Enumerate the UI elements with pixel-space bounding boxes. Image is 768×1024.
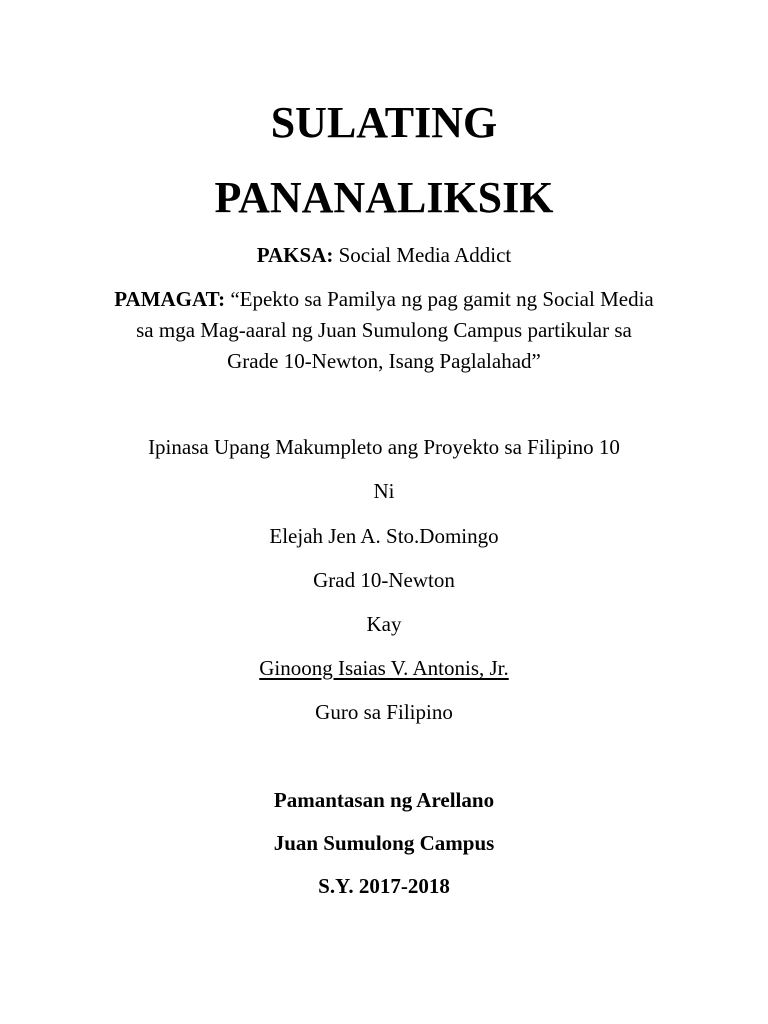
to-label: Kay — [366, 612, 402, 636]
teacher-name: Ginoong Isaias V. Antonis, Jr. — [259, 656, 509, 680]
student-name: Elejah Jen A. Sto.Domingo — [269, 524, 499, 548]
pamagat-label: PAMAGAT: — [114, 287, 226, 311]
pamagat-line-2: sa mga Mag-aaral ng Juan Sumulong Campus partikular sa — [136, 318, 632, 342]
title-line-1: SULATING — [270, 98, 498, 147]
by-label: Ni — [373, 479, 395, 503]
title-line-2: PANANALIKSIK — [214, 173, 554, 222]
paksa-line — [0, 245, 768, 266]
school-name: Pamantasan ng Arellano — [273, 788, 495, 812]
teacher-name-line — [0, 658, 768, 679]
paksa-label: PAKSA: — [256, 243, 334, 267]
pamagat-text-1: “Epekto sa Pamilya ng pag gamit ng Social Media — [230, 287, 654, 311]
paksa-value: Social Media Addict — [338, 243, 512, 267]
school-campus: Juan Sumulong Campus — [273, 831, 495, 855]
submission-purpose: Ipinasa Upang Makumpleto ang Proyekto sa Filipino 10 — [148, 435, 620, 459]
school-year: S.Y. 2017-2018 — [318, 874, 450, 898]
pamagat-line-3: Grade 10-Newton, Isang Paglalahad” — [227, 349, 541, 373]
teacher-role: Guro sa Filipino — [315, 700, 453, 724]
student-section: Grad 10-Newton — [313, 568, 455, 592]
pamagat-line-1 — [0, 289, 768, 310]
